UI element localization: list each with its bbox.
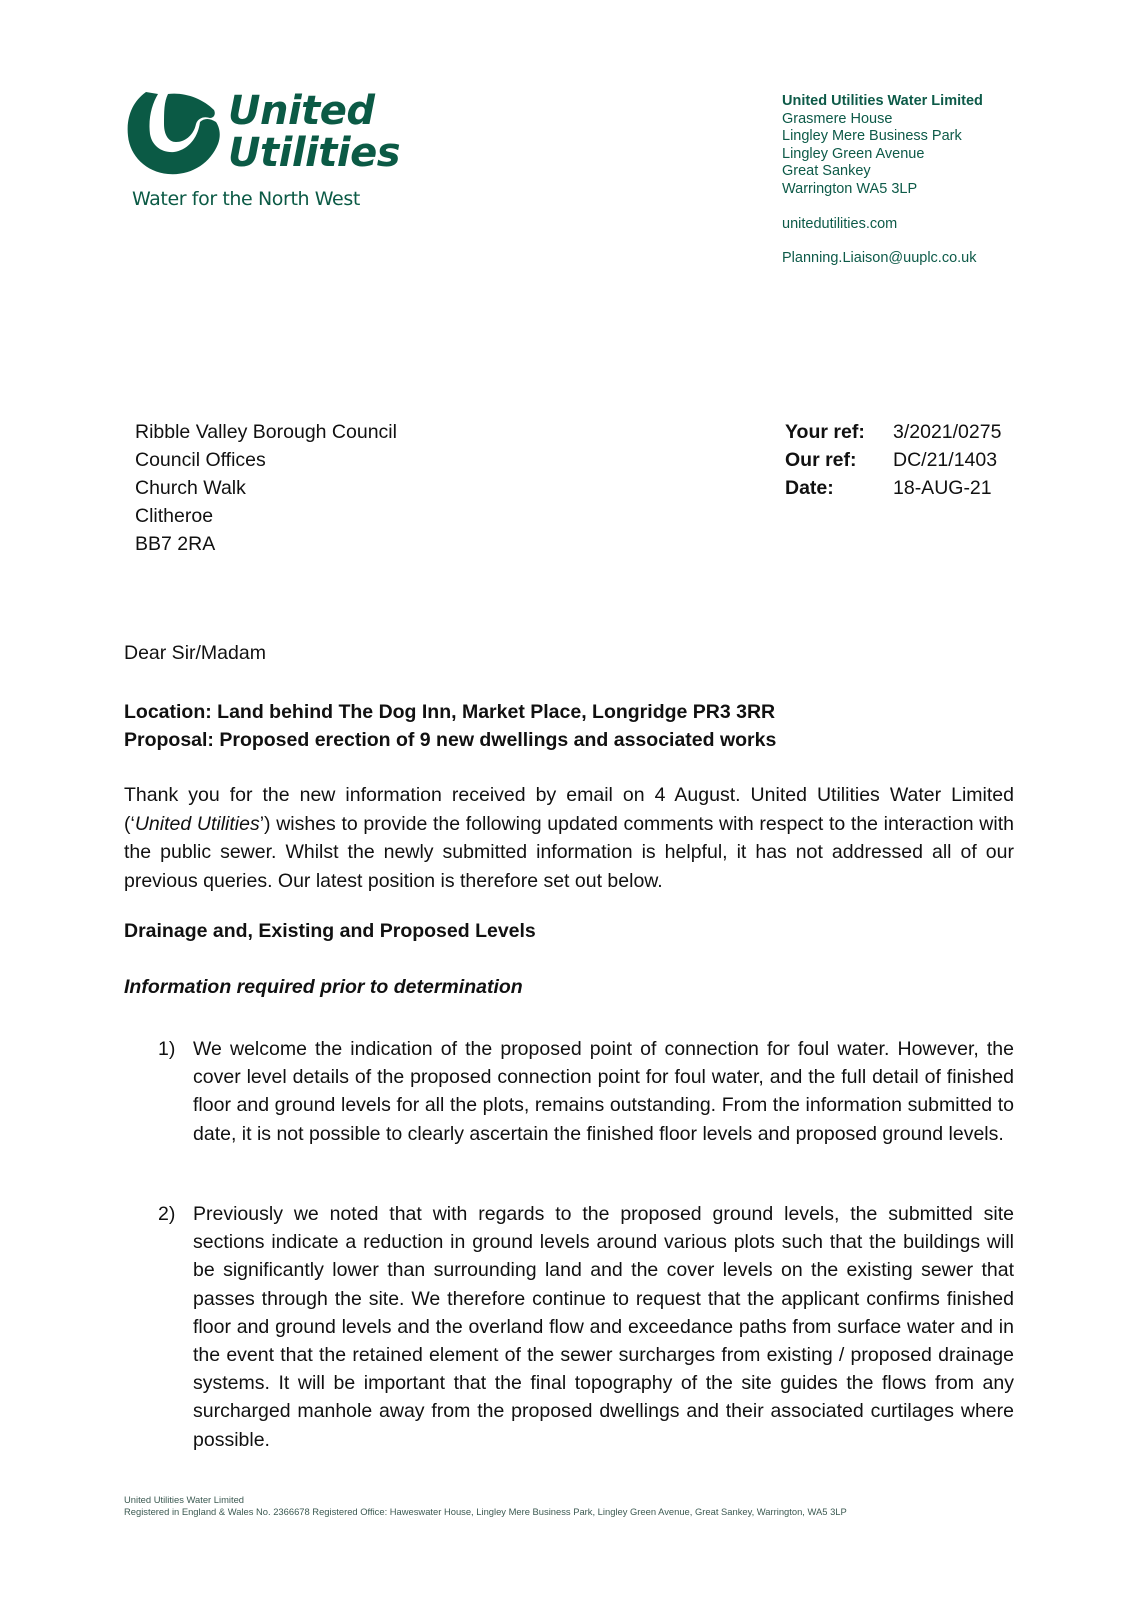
intro-paragraph — [124, 781, 1014, 895]
footer-company: United Utilities Water Limited — [124, 1494, 245, 1505]
recipient-line: Church Walk — [135, 477, 246, 499]
sender-address-line: Great Sankey — [782, 163, 871, 180]
ref-label: Date: — [785, 477, 834, 499]
section-subheading: Information required prior to determination — [124, 976, 523, 998]
list-item-text: We welcome the indication of the proposed point of connection for foul water. However, the cover level details of the proposed connection point for foul water, and the full detail of finished floor and ground levels for all the plots, remains outstanding. From the information submitted to date, it is not possible to clearly ascertain the finished floor levels and proposed ground levels. — [193, 1038, 1014, 1145]
u-drop-logo-icon — [124, 88, 224, 178]
footer-registration: Registered in England & Wales No. 2366678 Registered Office: Haweswater House, Lingley Mere Business Park, Lingley Green Avenue, Great Sankey, Warrington, WA5 3LP — [124, 1506, 847, 1517]
reference-block — [785, 418, 1001, 502]
ref-value: 3/2021/0275 — [893, 421, 1002, 443]
sender-address-line: Lingley Mere Business Park — [782, 128, 962, 145]
location-line: Location: Land behind The Dog Inn, Market Place, Longridge PR3 3RR — [124, 701, 776, 723]
sender-address-line: Lingley Green Avenue — [782, 145, 925, 162]
logo-line-united: United — [228, 88, 375, 134]
subject-block — [124, 698, 776, 754]
section-heading: Drainage and, Existing and Proposed Levels — [124, 920, 536, 942]
sender-name: United Utilities Water Limited — [782, 93, 983, 109]
recipient-line: Ribble Valley Borough Council — [135, 421, 397, 443]
sender-address-block — [782, 93, 983, 268]
salutation: Dear Sir/Madam — [124, 642, 266, 664]
page-footer — [124, 1494, 847, 1518]
list-item-number: 1) — [158, 1038, 176, 1060]
logo-line-utilities: Utilities — [228, 130, 401, 176]
logo-wordmark — [228, 90, 400, 174]
intro-text-end: ’) wishes to provide the following updated comments with respect to the interaction with the public sewer. Whilst the newly submitted information is helpful, it has not addressed all of our previous queries. Our latest position is therefore set out below. — [124, 812, 1014, 892]
recipient-line: BB7 2RA — [135, 533, 216, 555]
recipient-address-block — [135, 418, 397, 558]
recipient-line: Clitheroe — [135, 505, 214, 527]
sender-address-line: Warrington WA5 3LP — [782, 180, 918, 197]
list-item-number: 2) — [158, 1203, 176, 1225]
list-item — [158, 1200, 1014, 1454]
ref-value: DC/21/1403 — [893, 449, 998, 471]
ref-value: 18-AUG-21 — [893, 477, 992, 499]
ref-label: Our ref: — [785, 449, 857, 471]
proposal-line: Proposal: Proposed erection of 9 new dwellings and associated works — [124, 729, 777, 751]
recipient-line: Council Offices — [135, 449, 266, 471]
intro-text-start: Thank you for the new information received by email on 4 August. United Utilities Water Limited (‘ — [124, 784, 1014, 835]
date-row — [785, 474, 1001, 502]
intro-text-italic: United Utilities — [134, 812, 260, 835]
your-ref-row — [785, 418, 1001, 446]
list-item-text: Previously we noted that with regards to the proposed ground levels, the submitted site sections indicate a reduction in ground levels around various plots such that the buildings will be significantly lower than surrounding land and the cover levels on the existing sewer that passes through the site. We therefore continue to request that the applicant confirms finished floor and ground levels and the overland flow and exceedance paths from surface water and in the event that the retained element of the sewer surcharges from existing / proposed drainage systems. It will be important that the final topography of the site guides the flows from any surcharged manhole away from the proposed dwellings and their associated curtilages where possible. — [193, 1203, 1014, 1451]
our-ref-row — [785, 446, 1001, 474]
ref-label: Your ref: — [785, 421, 865, 443]
list-item — [158, 1035, 1014, 1148]
sender-address-line: Grasmere House — [782, 110, 893, 127]
united-utilities-logo — [124, 88, 401, 218]
logo-tagline: Water for the North West — [132, 188, 360, 210]
sender-website-link[interactable]: unitedutilities.com — [782, 215, 898, 232]
sender-email-link[interactable]: Planning.Liaison@uuplc.co.uk — [782, 250, 977, 267]
